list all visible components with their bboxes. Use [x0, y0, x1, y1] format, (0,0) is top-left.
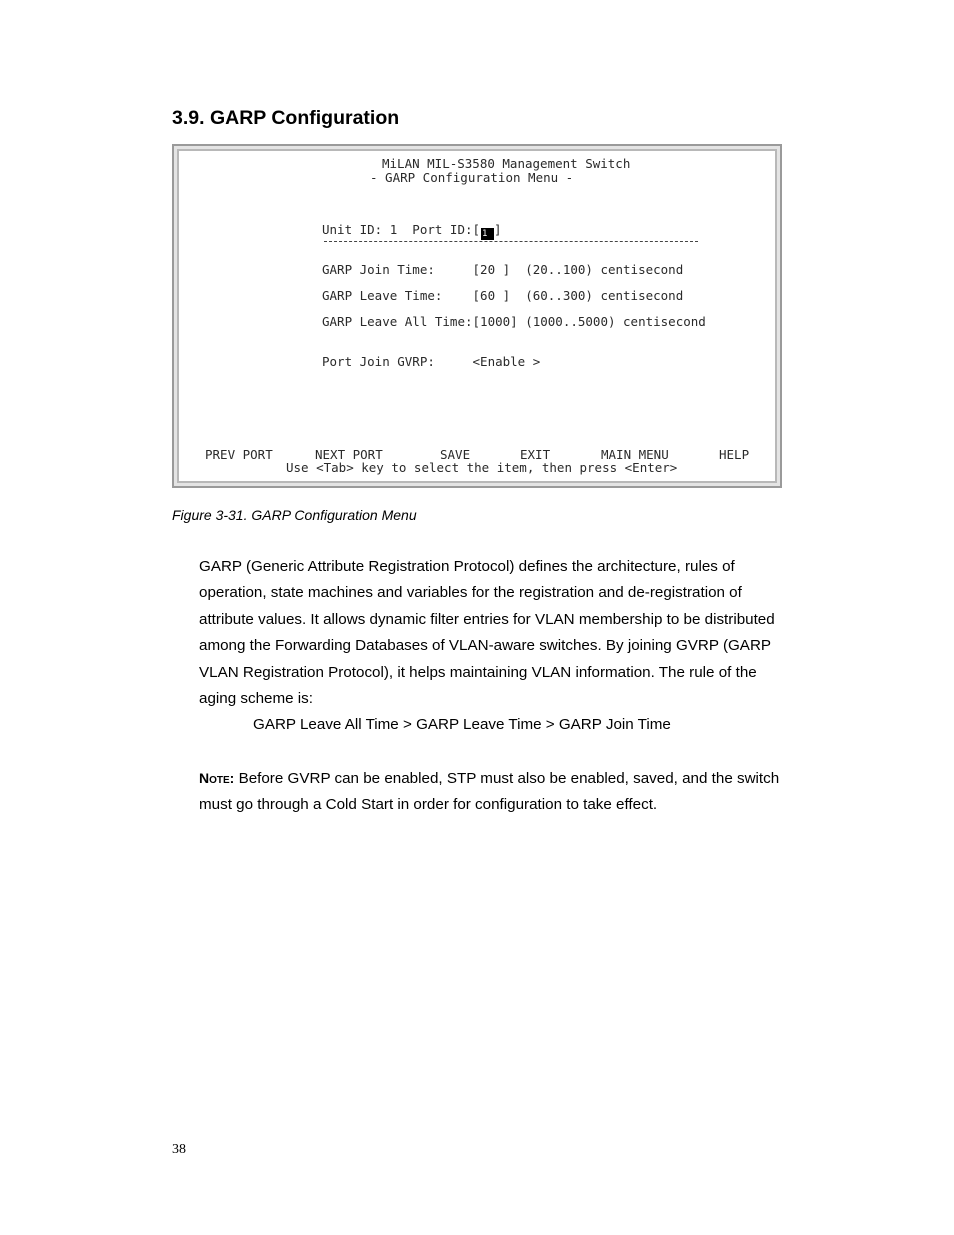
port-id-value: 1	[482, 229, 488, 239]
exit-button[interactable]: EXIT	[520, 447, 551, 462]
note-paragraph	[199, 765, 789, 819]
port-join-gvrp-row[interactable]: Port Join GVRP: <Enable >	[322, 354, 541, 369]
note-text: Before GVRP can be enabled, STP must also be enabled, saved, and the switch must go through a Cold Start in order for configuration to take effect.	[199, 770, 780, 814]
unit-port-row	[322, 223, 502, 240]
terminal-title: MiLAN MIL-S3580 Management Switch	[382, 156, 631, 171]
separator-line	[324, 241, 698, 242]
port-id-bracket: ]	[494, 222, 502, 237]
unit-port-label: Unit ID: 1 Port ID:[	[322, 222, 481, 237]
section-heading: 3.9. GARP Configuration	[172, 107, 400, 129]
page-number: 38	[172, 1142, 186, 1157]
port-id-field[interactable]	[481, 228, 494, 240]
terminal-hint: Use <Tab> key to select the item, then press <Enter>	[286, 460, 678, 475]
prev-port-button[interactable]: PREV PORT	[205, 447, 273, 462]
garp-configuration-terminal	[172, 144, 782, 488]
main-menu-button[interactable]: MAIN MENU	[601, 447, 669, 462]
garp-leave-time-row[interactable]: GARP Leave Time: [60 ] (60..300) centisecond	[322, 288, 684, 303]
figure-caption: Figure 3-31. GARP Configuration Menu	[172, 507, 417, 523]
next-port-button[interactable]: NEXT PORT	[315, 447, 383, 462]
note-label: Note:	[199, 770, 235, 786]
terminal-subtitle: - GARP Configuration Menu -	[370, 170, 574, 185]
body-paragraph: GARP (Generic Attribute Registration Protocol) defines the architecture, rules of operation, state machines and variables for the registration and de-registration of attribute values. It allows dynamic filter entries for VLAN membership to be distributed among the Forwarding Databases of VLAN-aware switches. By joining GVRP (GARP VLAN Registration Protocol), it helps maintaining VLAN information. The rule of the aging scheme is:	[199, 558, 775, 708]
help-button[interactable]: HELP	[719, 447, 750, 462]
garp-leave-all-time-row[interactable]: GARP Leave All Time:[1000] (1000..5000) centisecond	[322, 314, 706, 329]
garp-join-time-row[interactable]: GARP Join Time: [20 ] (20..100) centisecond	[322, 262, 684, 277]
aging-rule: GARP Leave All Time > GARP Leave Time > GARP Join Time	[253, 716, 671, 733]
save-button[interactable]: SAVE	[440, 447, 471, 462]
